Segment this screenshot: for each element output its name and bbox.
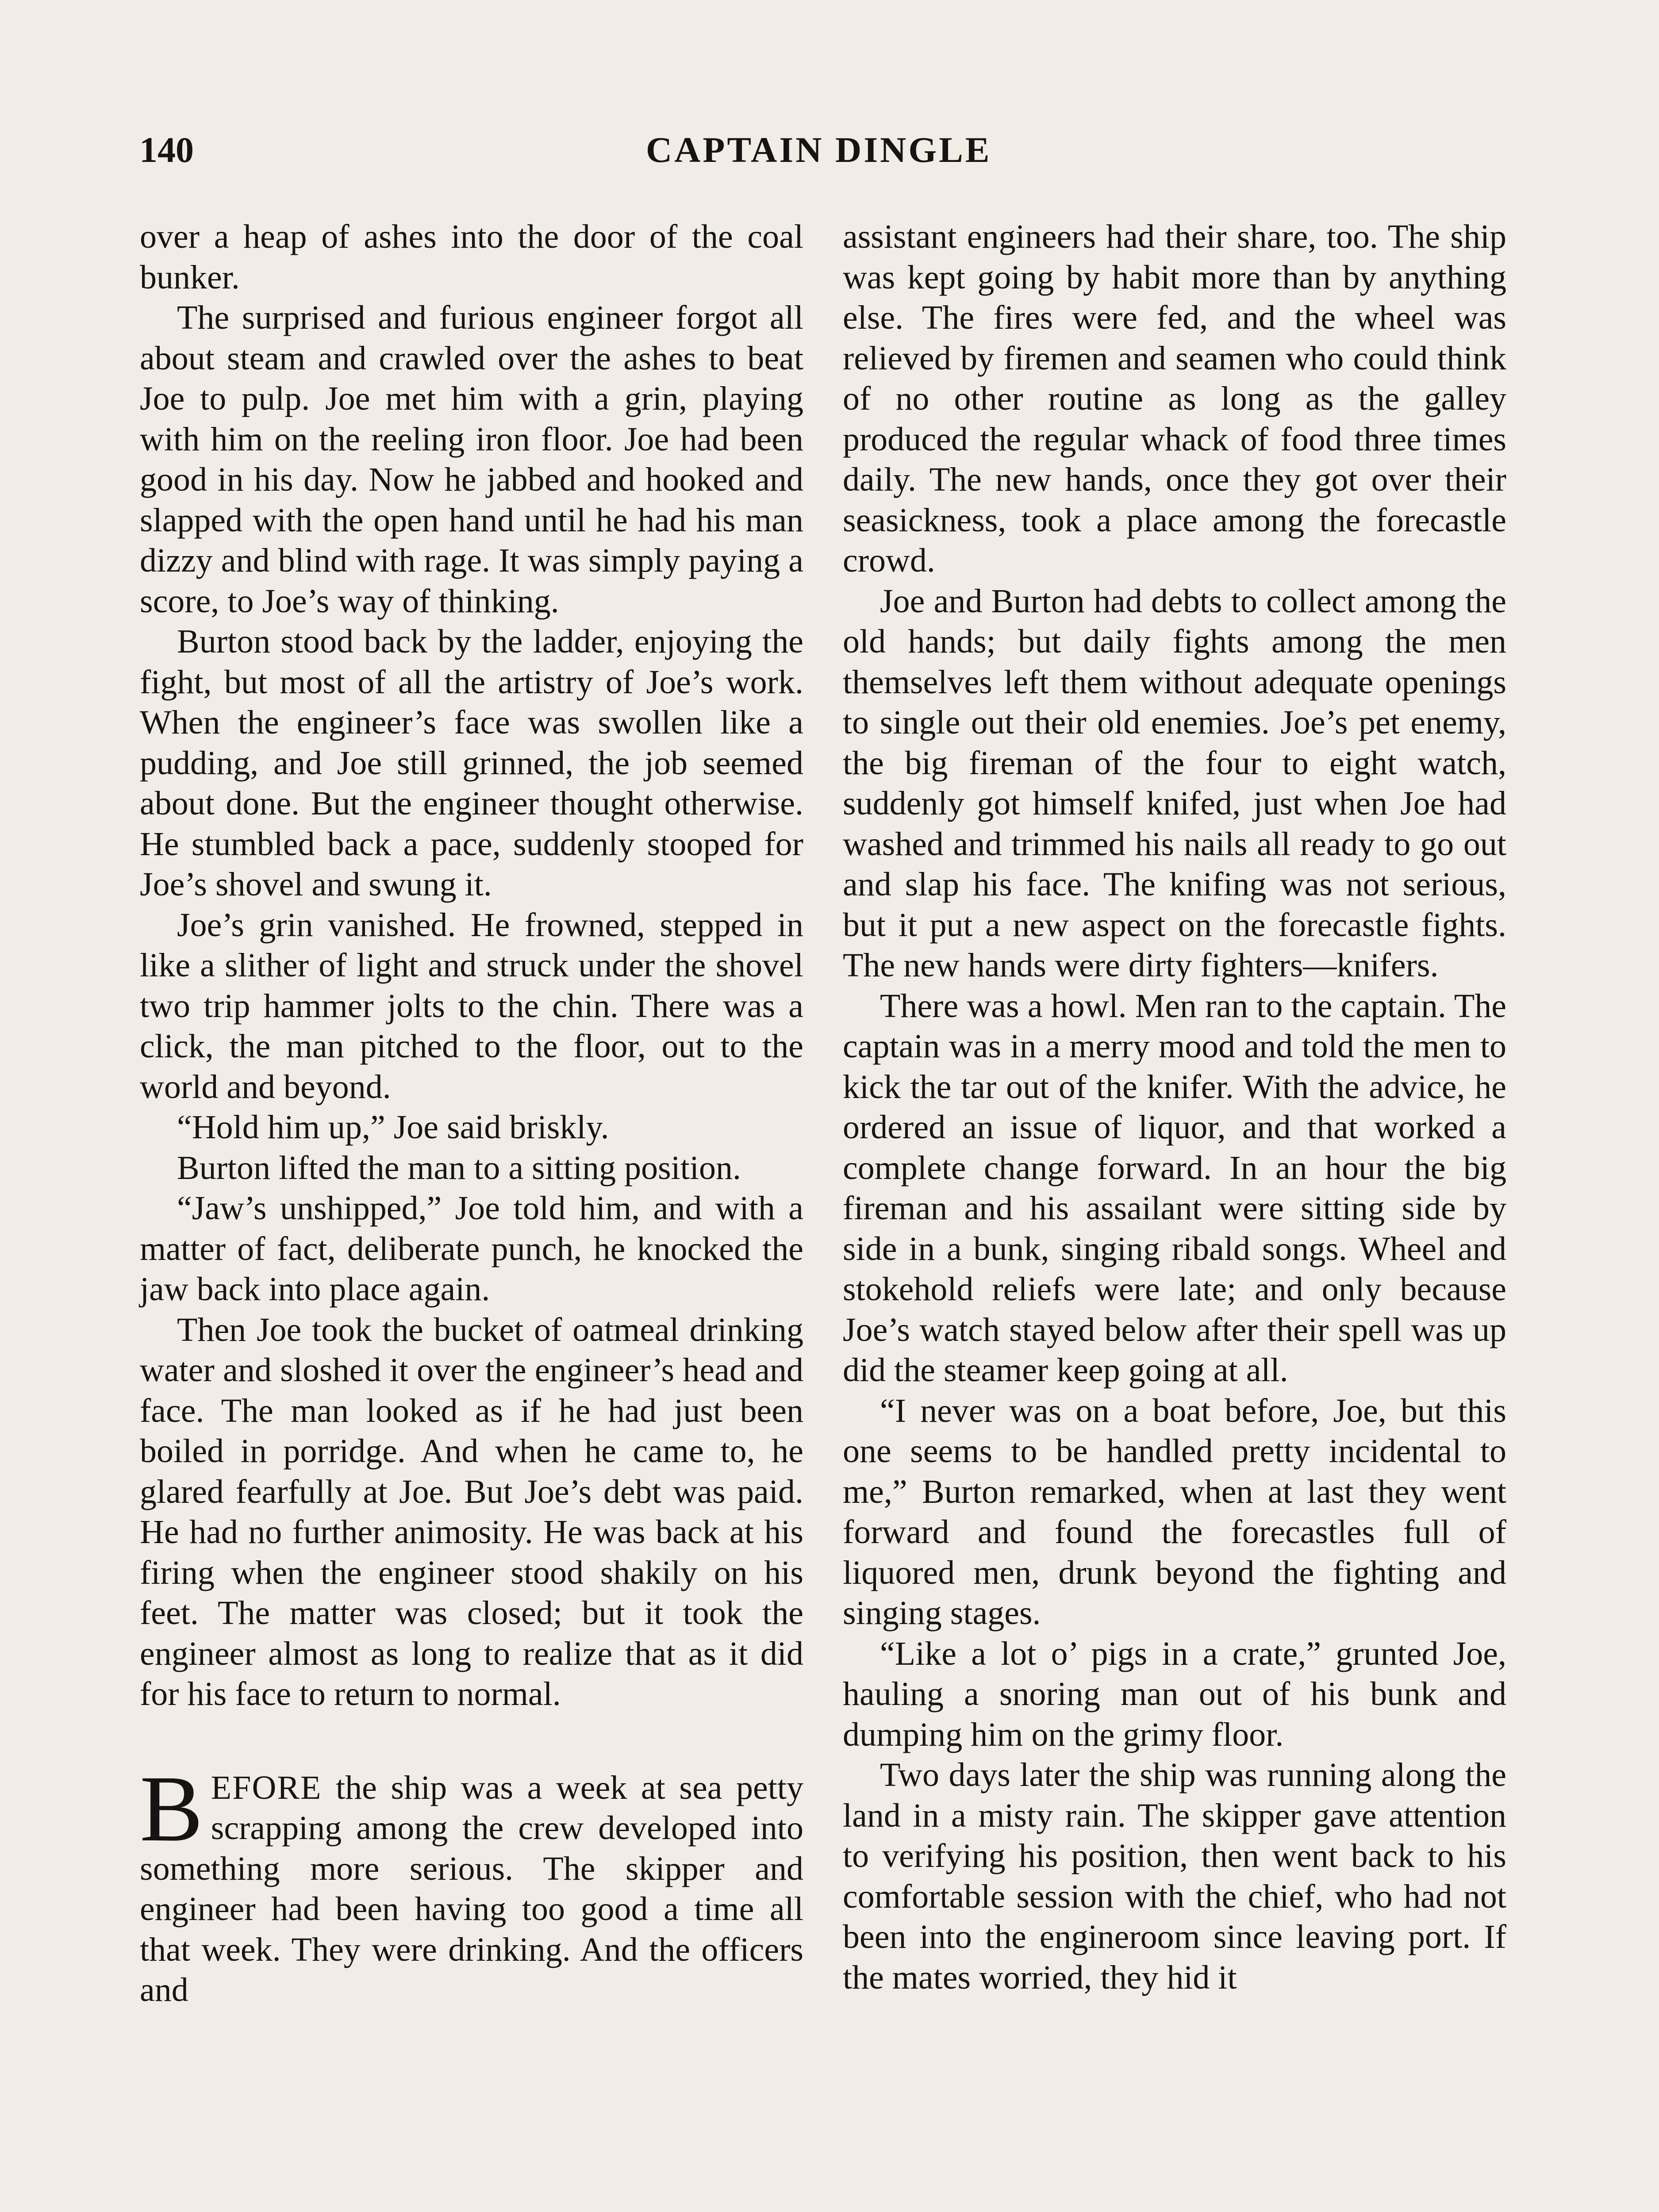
paragraph: Burton lifted the man to a sitting position.: [177, 1149, 741, 1187]
paragraph: “Like a lot o’ pigs in a crate,” grunted Joe, hauling a snoring man out of his bunk and dumping him on the grimy floor.: [843, 1635, 1506, 1753]
drop-cap: B: [140, 1756, 203, 1861]
paragraph: There was a howl. Men ran to the captain. The captain was in a merry mood and told the men to kick the tar out of the knifer. With the advice, he ordered an issue of liquor, and that worked a complete change forward. In an hour the big fireman and his assailant were sitting side by side in a bunk, singing ribald songs. Wheel and stokehold reliefs were late; and only because Joe’s watch stayed below after their spell was up did the steamer keep going at all.: [843, 987, 1506, 1389]
section-text: the ship was a week at sea petty scrapping among the crew developed into something more serious. The skipper and engineer had been having too good a time all that week. They were drinking. And the officers and: [140, 1769, 803, 2008]
paragraph: Joe’s grin vanished. He frowned, stepped in like a slither of light and struck under the shovel two trip hammer jolts to the chin. There was a click, the man pitched to the floor, out to the world and beyond.: [140, 906, 803, 1106]
section-opening-paragraph: [140, 1756, 803, 2011]
paragraph: “Jaw’s unshipped,” Joe told him, and with a matter of fact, deliberate punch, he knocked the jaw back into place again.: [140, 1190, 803, 1308]
paragraph: “I never was on a boat before, Joe, but this one seems to be handled pretty incidental to me,” Burton remarked, when at last they went forward and found the forecastles full of liquored men, drunk beyond the fighting and singing stages.: [843, 1392, 1506, 1632]
page-header: [0, 129, 1659, 178]
paragraph: Two days later the ship was running along the land in a misty rain. The skipper gave attention to verifying his position, then went back to his comfortable session with the chief, who had not been into the engineroom since leaving port. If the mates worried, they hid it: [843, 1756, 1506, 1996]
running-title: CAPTAIN DINGLE: [646, 130, 992, 170]
paragraph: assistant engineers had their share, too. The ship was kept going by habit more than by anything else. The fires were fed, and the wheel was relieved by firemen and seamen who could think of no other routine as long as the galley produced the regular whack of food three times daily. The new hands, once they got over their seasickness, took a place among the forecastle crowd.: [843, 218, 1506, 579]
right-column: [843, 217, 1506, 1998]
left-column: [140, 217, 803, 2011]
paragraph: The surprised and furious engineer forgot all about steam and crawled over the ashes to beat Joe to pulp. Joe met him with a grin, playing with him on the reeling iron floor. Joe had been good in his day. Now he jabbed and hooked and slapped with the open hand until he had his man dizzy and blind with rage. It was simply paying a score, to Joe’s way of thinking.: [140, 299, 803, 620]
page-number: 140: [139, 130, 194, 170]
paragraph: Then Joe took the bucket of oatmeal drinking water and sloshed it over the engineer’s head and face. The man looked as if he had just been boiled in porridge. And when he came to, he glared fearfully at Joe. But Joe’s debt was paid. He had no further animosity. He was back at his firing when the engineer stood shakily on his feet. The matter was closed; but it took the engineer almost as long to realize that as it did for his face to return to normal.: [140, 1311, 803, 1713]
paragraph: Joe and Burton had debts to collect among the old hands; but daily fights among the men themselves left them without adequate openings to single out their old enemies. Joe’s pet enemy, the big fireman of the four to eight watch, suddenly got himself knifed, just when Joe had washed and trimmed his nails all ready to go out and slap his face. The knifing was not serious, but it put a new aspect on the forecastle fights. The new hands were dirty fighters—knifers.: [843, 582, 1506, 984]
section-lead-word: EFORE: [211, 1769, 322, 1806]
paragraph: Burton stood back by the ladder, enjoying the fight, but most of all the artistry of Joe’s work. When the engineer’s face was swollen like a pudding, and Joe still grinned, the job seemed about done. But the engineer thought otherwise. He stumbled back a pace, suddenly stooped for Joe’s shovel and swung it.: [140, 623, 803, 903]
paragraph: over a heap of ashes into the door of the coal bunker.: [140, 218, 803, 296]
paragraph: “Hold him up,” Joe said briskly.: [177, 1109, 609, 1146]
